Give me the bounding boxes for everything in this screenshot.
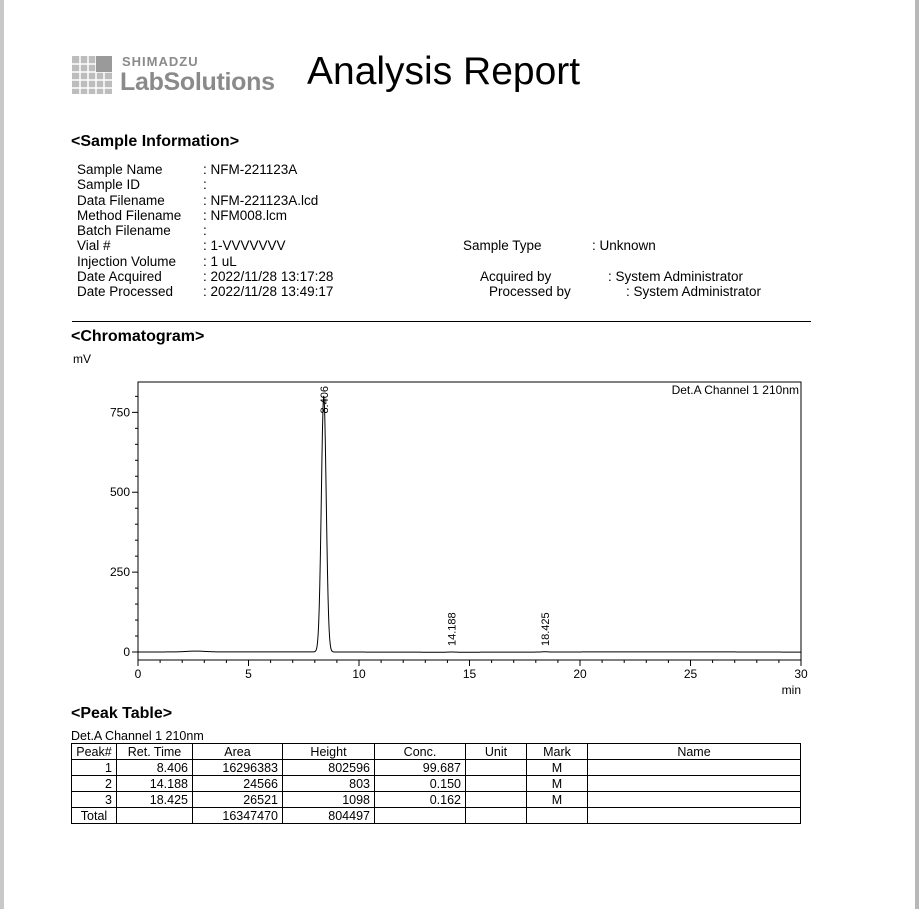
- info-row: [77, 162, 437, 177]
- cell-ret-time: 18.425: [117, 792, 193, 808]
- cell-height: 1098: [283, 792, 375, 808]
- info-value: : NFM008.lcm: [203, 207, 288, 223]
- y-tick-label: 500: [109, 485, 130, 500]
- info-label: Sample ID: [77, 177, 141, 193]
- info-value: : 2022/11/28 13:17:28: [203, 269, 334, 285]
- x-tick-label: 15: [462, 667, 477, 681]
- cell-area: 24566: [193, 776, 283, 792]
- info-row: [77, 177, 437, 192]
- cell-height: 804497: [283, 808, 375, 824]
- cell-mark: [527, 808, 588, 824]
- cell-unit: [466, 808, 527, 824]
- info-value: :: [203, 177, 207, 193]
- peak-label: 18.425: [540, 612, 553, 647]
- col-header: Unit: [466, 744, 527, 760]
- cell-ret-time: 8.406: [117, 760, 193, 776]
- cell-ret-time: [117, 808, 193, 824]
- x-tick-label: 10: [352, 667, 366, 681]
- sample-info-heading: <Sample Information>: [71, 133, 240, 150]
- info-label: Date Acquired: [77, 269, 162, 285]
- peak-table-header: [72, 744, 801, 760]
- sample-type-label: Sample Type: [463, 238, 542, 253]
- peak-table-caption: Det.A Channel 1 210nm: [71, 729, 204, 743]
- table-row: [72, 760, 801, 776]
- info-label: Batch Filename: [77, 223, 171, 239]
- y-tick-label: 250: [109, 565, 130, 580]
- x-tick-label: 5: [245, 667, 252, 681]
- info-value: : NFM-221123A.lcd: [203, 192, 319, 208]
- table-row: [72, 776, 801, 792]
- cell-total-label: Total: [72, 808, 117, 824]
- y-tick-label: 750: [109, 405, 130, 420]
- info-value: :: [203, 223, 207, 239]
- table-total-row: [72, 808, 801, 824]
- peak-table-heading: <Peak Table>: [71, 705, 173, 722]
- y-tick-label: 0: [123, 645, 130, 660]
- plot-frame: [138, 382, 801, 660]
- info-value: : 1 uL: [203, 253, 237, 269]
- cell-conc: 0.162: [375, 792, 466, 808]
- report-title: Analysis Report: [307, 50, 581, 93]
- info-row: [77, 208, 437, 223]
- info-value: : NFM-221123A: [203, 162, 298, 177]
- info-row: [77, 254, 437, 269]
- col-header: Conc.: [375, 744, 466, 760]
- chromatogram-trace: [138, 396, 801, 652]
- peak-label: 8.406: [318, 386, 331, 414]
- cell-mark: M: [527, 792, 588, 808]
- cell-height: 803: [283, 776, 375, 792]
- cell-height: 802596: [283, 760, 375, 776]
- x-tick-label: 30: [794, 667, 808, 681]
- report-page: [4, 0, 915, 909]
- acquired-by-label: Acquired by: [480, 269, 552, 284]
- col-header: Mark: [527, 744, 588, 760]
- logo-grid-icon: [72, 56, 112, 94]
- cell-name: [588, 776, 801, 792]
- cell-peak: 2: [72, 776, 117, 792]
- info-label: Vial #: [77, 238, 111, 254]
- acquired-by-value: : System Administrator: [608, 269, 744, 284]
- cell-name: [588, 760, 801, 776]
- x-tick-label: 20: [573, 667, 587, 681]
- chromatogram-heading: <Chromatogram>: [71, 328, 205, 345]
- x-tick-label: 25: [683, 667, 698, 681]
- info-label: Injection Volume: [77, 253, 177, 269]
- col-header: Name: [588, 744, 801, 760]
- info-label: Method Filename: [77, 207, 182, 223]
- info-row: [77, 284, 437, 299]
- info-label: Date Processed: [77, 284, 174, 300]
- logo-product: LabSolutions: [120, 68, 275, 96]
- info-label: Sample Name: [77, 162, 163, 177]
- cell-name: [588, 808, 801, 824]
- cell-conc: [375, 808, 466, 824]
- sample-info-list: [77, 162, 437, 300]
- cell-mark: M: [527, 760, 588, 776]
- table-row: [72, 792, 801, 808]
- peak-label: 14.188: [446, 612, 459, 647]
- cell-unit: [466, 760, 527, 776]
- info-row: [77, 193, 437, 208]
- cell-area: 16347470: [193, 808, 283, 824]
- cell-area: 16296383: [193, 760, 283, 776]
- col-header: Ret. Time: [117, 744, 193, 760]
- x-axis-unit: min: [781, 683, 801, 697]
- info-value: : 1-VVVVVVV: [203, 238, 286, 254]
- peak-table: [71, 743, 801, 824]
- chromatogram-chart: [4, 370, 915, 700]
- shimadzu-logo: [72, 54, 286, 98]
- cell-peak: 3: [72, 792, 117, 808]
- col-header: Peak#: [72, 744, 117, 760]
- info-value: : 2022/11/28 13:49:17: [203, 284, 334, 300]
- info-row: [77, 238, 437, 253]
- col-header: Height: [283, 744, 375, 760]
- cell-area: 26521: [193, 792, 283, 808]
- cell-conc: 0.150: [375, 776, 466, 792]
- x-tick-label: 0: [134, 667, 142, 681]
- logo-brand: SHIMADZU: [122, 54, 199, 69]
- cell-peak: 1: [72, 760, 117, 776]
- y-axis-unit: mV: [73, 352, 91, 366]
- cell-unit: [466, 776, 527, 792]
- detector-label: Det.A Channel 1 210nm: [671, 383, 799, 397]
- cell-name: [588, 792, 801, 808]
- cell-ret-time: 14.188: [117, 776, 193, 792]
- cell-unit: [466, 792, 527, 808]
- window-edge: [915, 0, 919, 909]
- info-row: [77, 223, 437, 238]
- processed-by-value: : System Administrator: [626, 284, 762, 299]
- col-header: Area: [193, 744, 283, 760]
- cell-mark: M: [527, 776, 588, 792]
- info-row: [77, 269, 437, 284]
- cell-conc: 99.687: [375, 760, 466, 776]
- section-divider: [72, 321, 811, 322]
- info-label: Data Filename: [77, 192, 165, 208]
- processed-by-label: Processed by: [489, 284, 571, 299]
- sample-type-value: : Unknown: [592, 238, 656, 253]
